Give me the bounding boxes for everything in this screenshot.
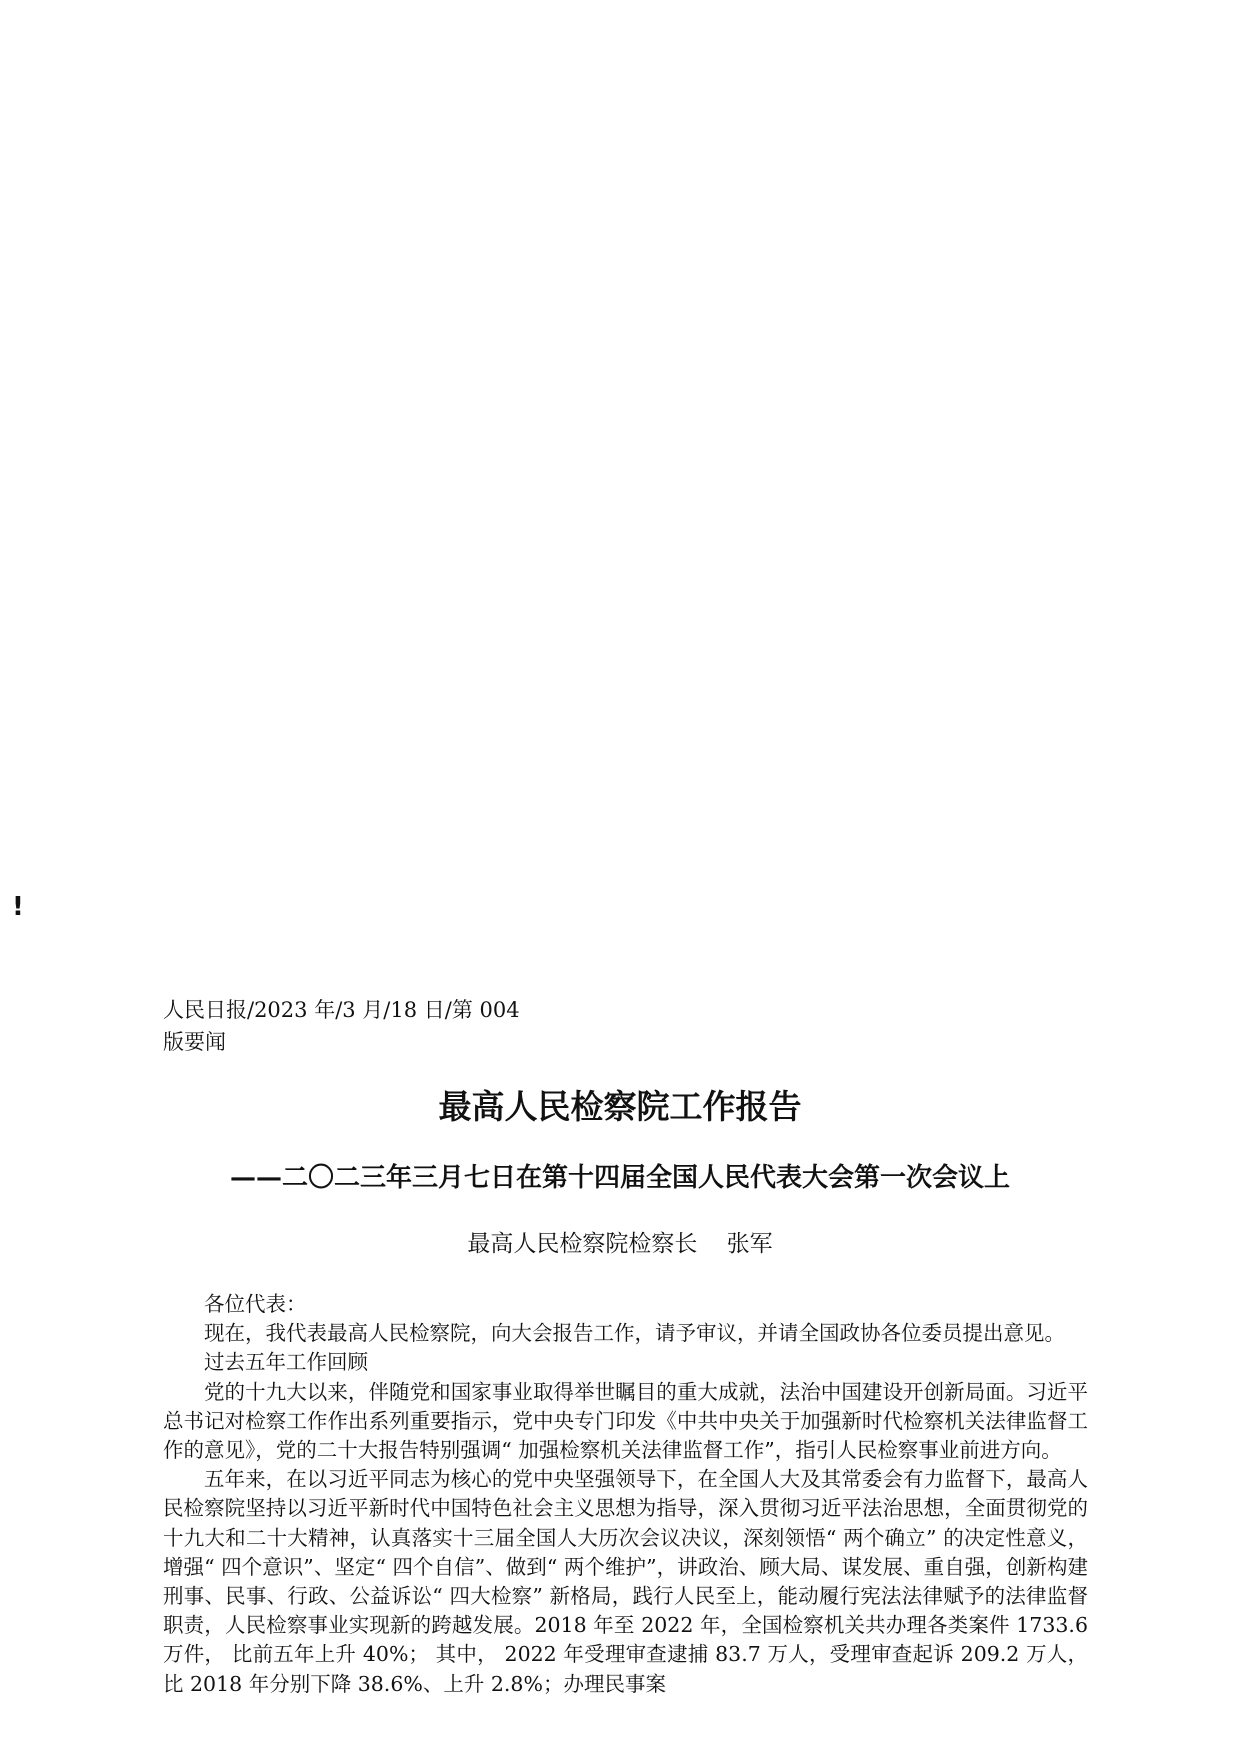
exclamation-mark: ! [12,892,24,922]
page-title: 最高人民检察院工作报告 [438,1087,802,1126]
salutation: 各位代表： [204,1292,307,1316]
section-heading: 过去五年工作回顾 [204,1350,368,1375]
source-line: 人民日报/2023 年/3 月/18 日/第 004 版要闻 [163,998,520,1054]
paragraph: 现在，我代表最高人民检察院，向大会报告工作，请予审议，并请全国政协各位委员提出意见。 [204,1321,1065,1346]
page-subtitle: ——二〇二三年三月七日在第十四届全国人民代表大会第一次会议上 [229,1163,1010,1193]
author-line: 最高人民检察院检察长 张军 [467,1231,773,1257]
paragraph: 五年来，在以习近平同志为核心的党中央坚强领导下，在全国人大及其常委会有力监督下，最高人民检察院坚持以习近平新时代中国特色社会主义思想为指导，深入贯彻习近平法治思想，全面贯彻党的十九大和二十大精神，认真落实十三届全国人大历次会议决议，深刻领悟“ 两个确立” 的决定性意义，增强“ 四个意识”、坚定“ 四个自信”、做到“ 两个维护”，讲政治、顾大局、谋发展、重自强，创新构建刑事、民事、行政、公益诉讼“ 四大检察” 新格局，践行人民至上，能动履行宪法法律赋予的法律监督职责，人民检察事业实现新的跨越发展。2018 年至 2022 年，全国检察机关共办理各类案件 1733.6 万件， 比前五年上升 40%； 其中， 2022 年受理审查逮捕 83.7 万人，受理审查起诉 209.2 万人，比 2018 年分别下降 38.6%、上升 2.8%；办理民事案 [163,1467,1088,1696]
paragraph: 党的十九大以来，伴随党和国家事业取得举世瞩目的重大成就，法治中国建设开创新局面。习近平总书记对检察工作作出系列重要指示，党中央专门印发《中共中央关于加强新时代检察机关法律监督工作的意见》，党的二十大报告特别强调“ 加强检察机关法律监督工作”，指引人民检察事业前进方向。 [163,1379,1088,1463]
report-body [163,1290,1088,1699]
